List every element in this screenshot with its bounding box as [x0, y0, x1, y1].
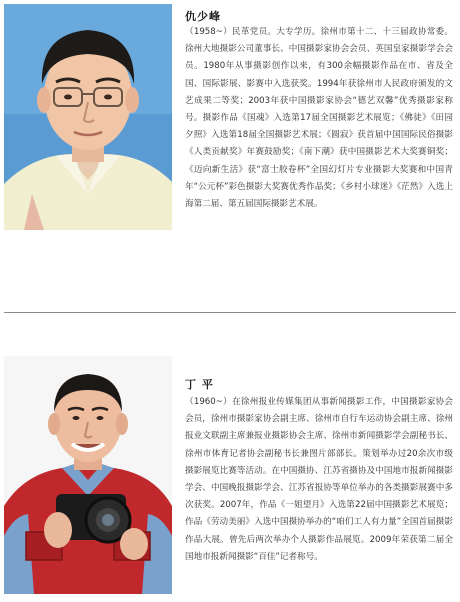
person-name: 仇少峰	[185, 10, 221, 23]
person-bio: （1958~）民革党员。大专学历。徐州市第十二、十三届政协常委。徐州大地摄影公司董事长、中国摄影家协会会员、英国皇家摄影学会会员。1980年从事摄影创作以来，有300余幅摄影作品在市、省及全国、国际影展、影赛中入选获奖。1994年获徐州市人民政府颁发的文艺成果二等奖；2003年获中国摄影家协会“德艺双馨”优秀摄影家称号。摄影作品《国魂》入选第17届全国摄影艺术展览；《佛徒》《田园夕照》入选第18届全国摄影艺术展；《圆寂》获首届中国国际民俗摄影《人类贡献奖》年赛鼓励奖；《南下潮》获中国摄影艺术大奖赛铜奖；《迈向新生活》获“富士胶卷杯”全国幻灯片专业摄影大奖赛和中国青年“公元杯”彩色摄影大奖赛优秀作品奖；《乡村小球迷》《茫然》入选上海第二届、第五届国际摄影艺术展。	[185, 27, 453, 210]
portrait-photo-ding-ping	[4, 356, 172, 594]
person-name: 丁 平	[185, 378, 214, 391]
portrait-photo-qiu-shaofeng	[4, 4, 172, 230]
person-bio: （1960~）在徐州报业传媒集团从事新闻摄影工作，中国摄影家协会会员，徐州市摄影家协会副主席、徐州市自行车运动协会副主席、徐州报业文联副主席兼报业摄影协会主席、徐州市新闻摄影学会副秘书长、徐州市体育记者协会副秘书长兼图片部部长。策划举办过20余次市级摄影展览比赛等活动。在中国摄协、江苏省摄协及中国地市报新闻摄影学会、中国晚报摄影学会、江苏省报协等单位举办的各类摄影展赛中多次获奖。2007年，作品《一姐望月》入选第22届中国摄影艺术展览；作品《劳动美丽》入选中国摄协举办的“咱们工人有力量”全国首届摄影作品大展。曾先后两次举办个人摄影作品展览。2009年荣获第二届全国地市报新闻摄影“百佳”记者称号。	[185, 397, 453, 562]
section-divider	[4, 312, 456, 313]
